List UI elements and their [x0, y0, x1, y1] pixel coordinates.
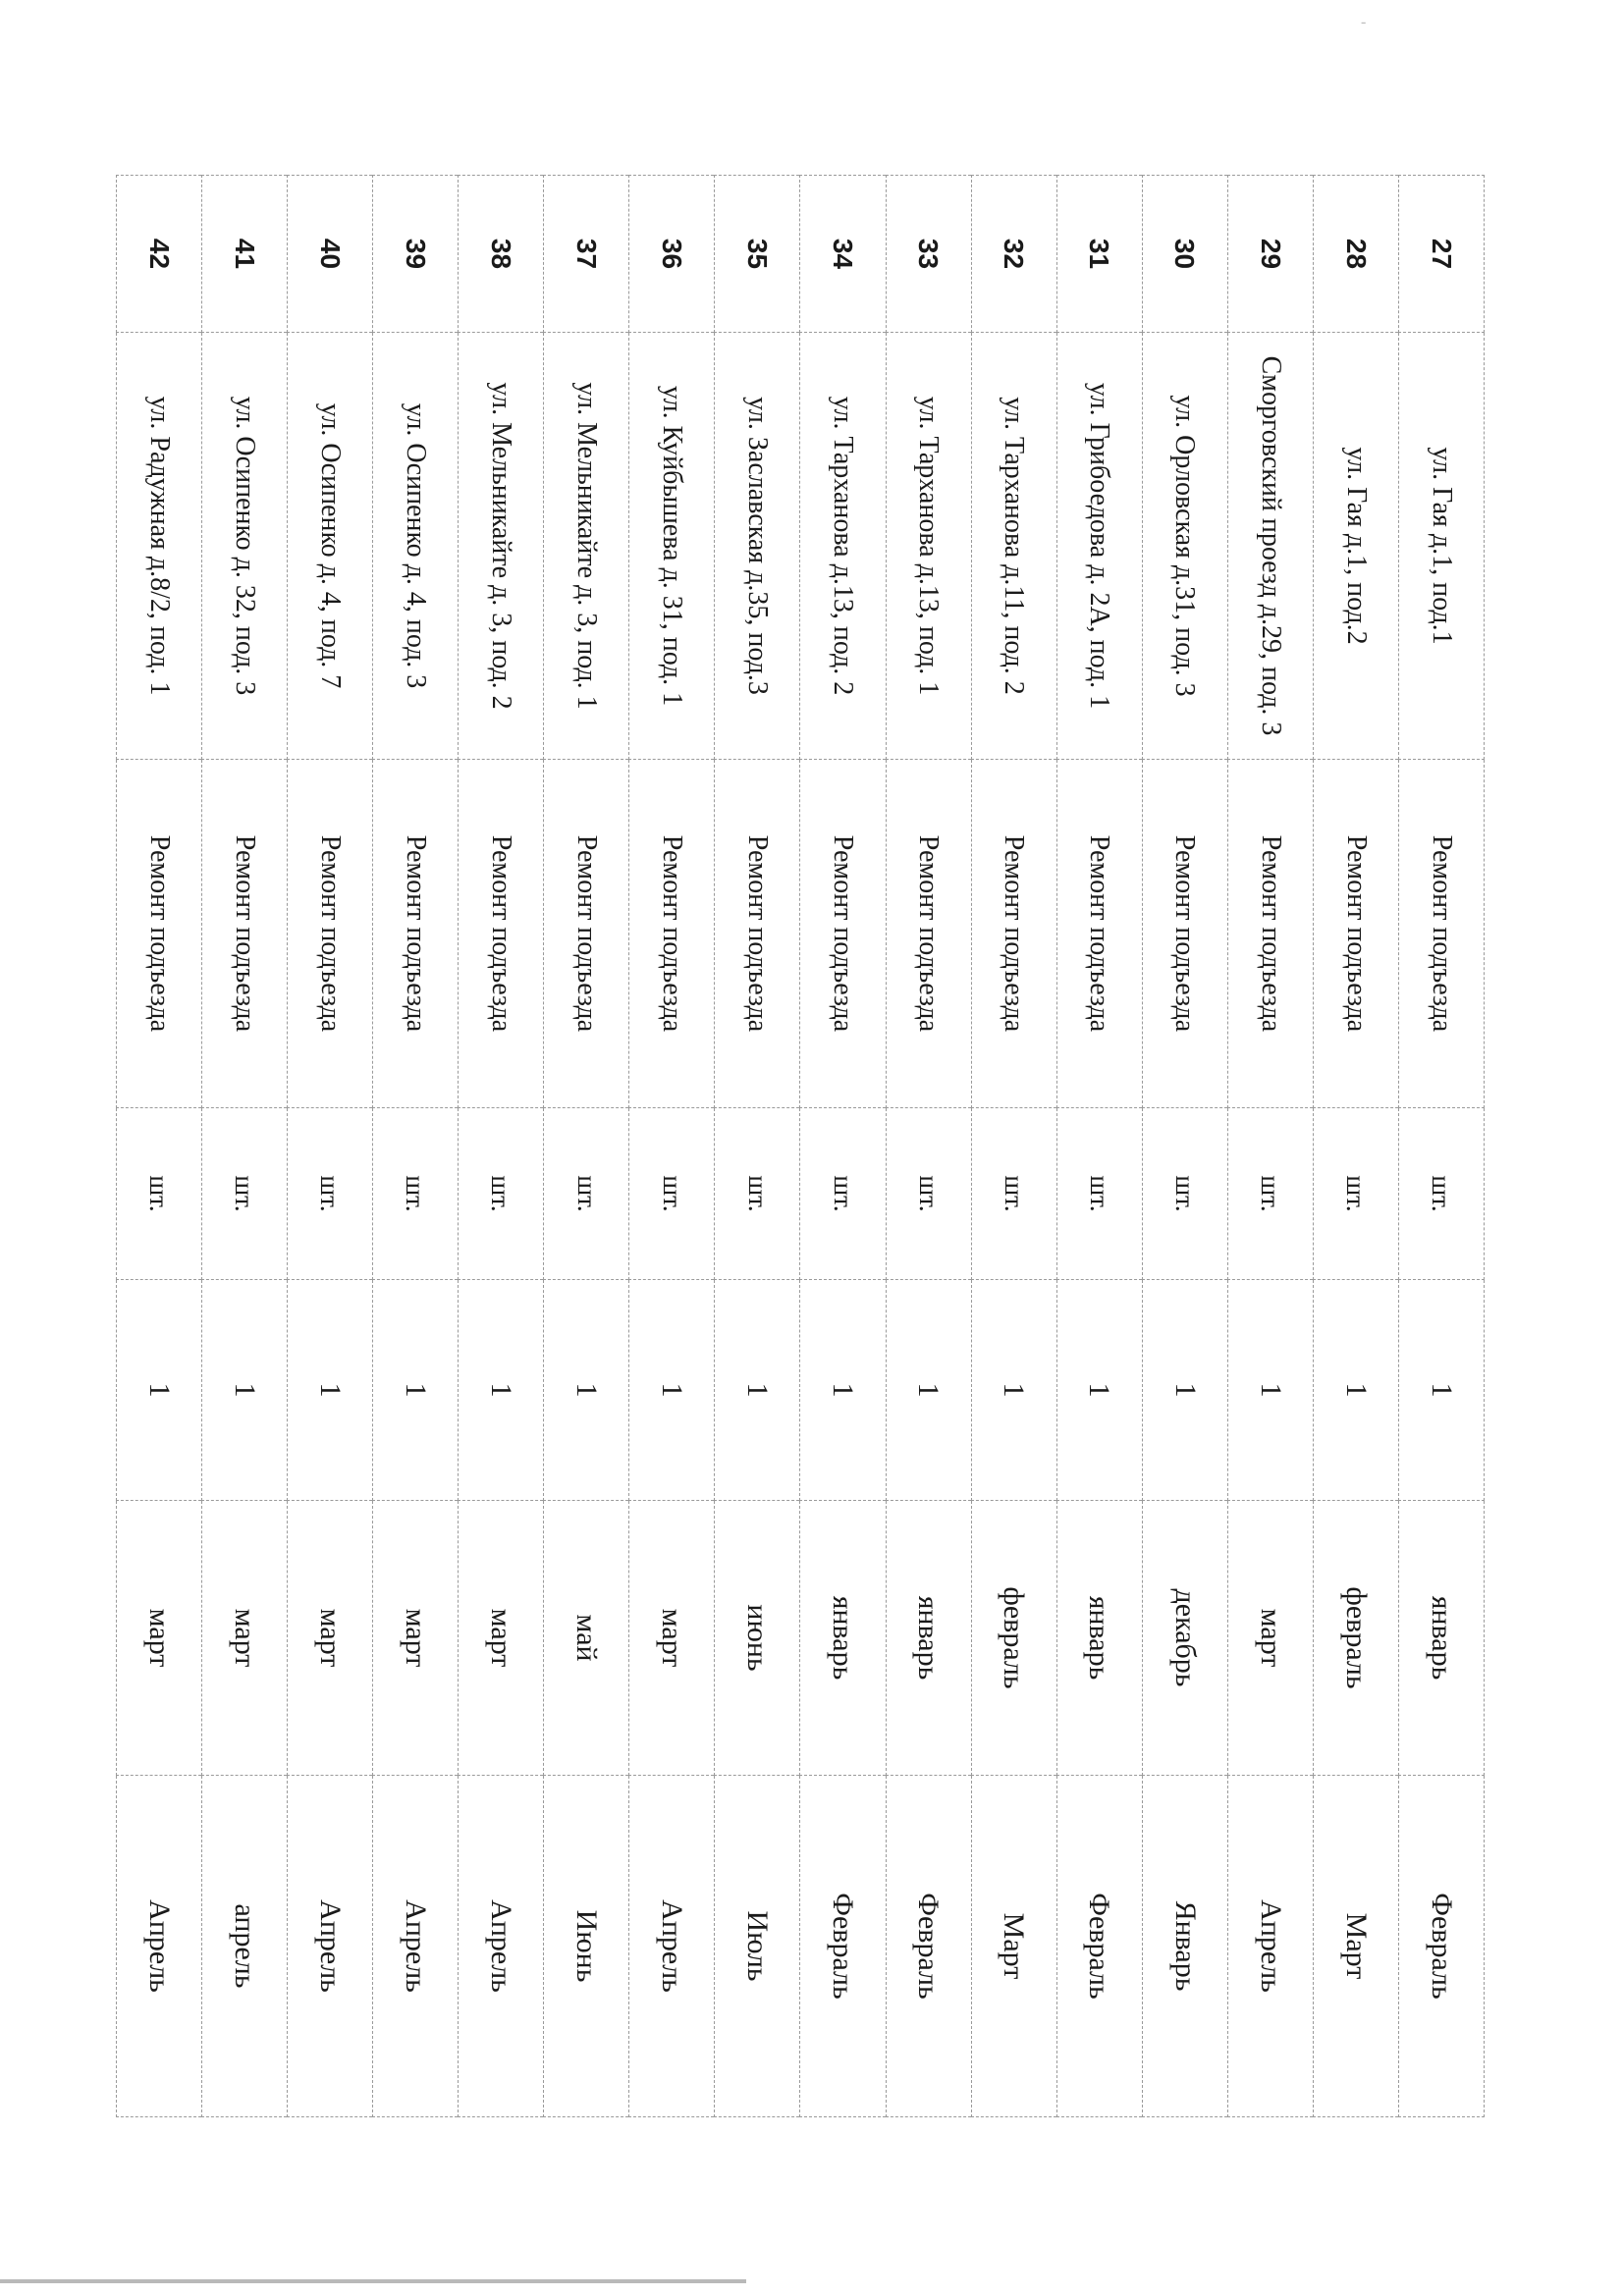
work-type-cell: Ремонт подъезда: [886, 760, 971, 1108]
month2-cell: Январь: [1142, 1776, 1227, 2117]
row-number: 29: [1227, 176, 1313, 333]
unit-cell: шт.: [800, 1108, 886, 1280]
unit-cell: шт.: [202, 1108, 288, 1280]
row-number: 35: [715, 176, 800, 333]
quantity-cell: 1: [1142, 1280, 1227, 1501]
address-cell: ул. Мельникайте д. 3, под. 1: [544, 333, 629, 760]
month-cell: май: [544, 1501, 629, 1776]
month2-cell: Апрель: [459, 1776, 544, 2117]
month-cell: январь: [1056, 1501, 1142, 1776]
work-type-cell: Ремонт подъезда: [202, 760, 288, 1108]
quantity-cell: 1: [202, 1280, 288, 1501]
unit-cell: шт.: [715, 1108, 800, 1280]
table-row: [1142, 176, 1227, 2117]
address-cell: Сморговский проезд д.29, под. 3: [1227, 333, 1313, 760]
quantity-cell: 1: [800, 1280, 886, 1501]
quantity-cell: 1: [971, 1280, 1056, 1501]
month2-cell: Апрель: [1227, 1776, 1313, 2117]
address-cell: ул. Орловская д.31, под. 3: [1142, 333, 1227, 760]
table-row: [117, 176, 202, 2117]
row-number: 28: [1313, 176, 1398, 333]
quantity-cell: 1: [288, 1280, 373, 1501]
month2-cell: Июль: [715, 1776, 800, 2117]
month2-cell: Июнь: [544, 1776, 629, 2117]
quantity-cell: 1: [1056, 1280, 1142, 1501]
table-row: [971, 176, 1056, 2117]
unit-cell: шт.: [373, 1108, 459, 1280]
table-row: [715, 176, 800, 2117]
work-type-cell: Ремонт подъезда: [117, 760, 202, 1108]
table-row: [544, 176, 629, 2117]
row-number: 38: [459, 176, 544, 333]
table-row: [1313, 176, 1398, 2117]
month2-cell: Апрель: [288, 1776, 373, 2117]
month-cell: январь: [800, 1501, 886, 1776]
table-row: [459, 176, 544, 2117]
quantity-cell: 1: [117, 1280, 202, 1501]
quantity-cell: 1: [1227, 1280, 1313, 1501]
table-row: [1227, 176, 1313, 2117]
month-cell: март: [459, 1501, 544, 1776]
row-number: 32: [971, 176, 1056, 333]
quantity-cell: 1: [544, 1280, 629, 1501]
table-row: [886, 176, 971, 2117]
document-page: [116, 175, 1485, 2116]
month-cell: март: [1227, 1501, 1313, 1776]
address-cell: ул. Осипенко д. 4, под. 7: [288, 333, 373, 760]
address-cell: ул. Заславская д.35, под.3: [715, 333, 800, 760]
unit-cell: шт.: [459, 1108, 544, 1280]
row-number: 40: [288, 176, 373, 333]
work-type-cell: Ремонт подъезда: [373, 760, 459, 1108]
row-number: 37: [544, 176, 629, 333]
unit-cell: шт.: [971, 1108, 1056, 1280]
month-cell: март: [373, 1501, 459, 1776]
month-cell: март: [288, 1501, 373, 1776]
address-cell: ул. Осипенко д. 32, под. 3: [202, 333, 288, 760]
work-type-cell: Ремонт подъезда: [1227, 760, 1313, 1108]
table-row: [1398, 176, 1484, 2117]
row-number: 30: [1142, 176, 1227, 333]
address-cell: ул. Гая д.1, под.2: [1313, 333, 1398, 760]
table-row: [800, 176, 886, 2117]
quantity-cell: 1: [459, 1280, 544, 1501]
row-number: 41: [202, 176, 288, 333]
unit-cell: шт.: [886, 1108, 971, 1280]
quantity-cell: 1: [629, 1280, 715, 1501]
month2-cell: Февраль: [1056, 1776, 1142, 2117]
table-row: [629, 176, 715, 2117]
month2-cell: Апрель: [629, 1776, 715, 2117]
month-cell: февраль: [1313, 1501, 1398, 1776]
row-number: 34: [800, 176, 886, 333]
unit-cell: шт.: [117, 1108, 202, 1280]
month-cell: январь: [886, 1501, 971, 1776]
work-type-cell: Ремонт подъезда: [288, 760, 373, 1108]
month-cell: февраль: [971, 1501, 1056, 1776]
row-number: 42: [117, 176, 202, 333]
table-row: [288, 176, 373, 2117]
work-type-cell: Ремонт подъезда: [1398, 760, 1484, 1108]
quantity-cell: 1: [886, 1280, 971, 1501]
month2-cell: Март: [971, 1776, 1056, 2117]
row-number: 36: [629, 176, 715, 333]
table-row: [202, 176, 288, 2117]
address-cell: ул. Мельникайте д. 3, под. 2: [459, 333, 544, 760]
work-type-cell: Ремонт подъезда: [459, 760, 544, 1108]
unit-cell: шт.: [1313, 1108, 1398, 1280]
address-cell: ул. Тарханова д.13, под. 1: [886, 333, 971, 760]
month-cell: июнь: [715, 1501, 800, 1776]
unit-cell: шт.: [1398, 1108, 1484, 1280]
unit-cell: шт.: [629, 1108, 715, 1280]
month-cell: январь: [1398, 1501, 1484, 1776]
month2-cell: Март: [1313, 1776, 1398, 2117]
month-cell: март: [117, 1501, 202, 1776]
month2-cell: Февраль: [1398, 1776, 1484, 2117]
work-type-cell: Ремонт подъезда: [971, 760, 1056, 1108]
scan-edge-line: [0, 2279, 746, 2283]
address-cell: ул. Осипенко д. 4, под. 3: [373, 333, 459, 760]
unit-cell: шт.: [1227, 1108, 1313, 1280]
month2-cell: Февраль: [800, 1776, 886, 2117]
rotated-table-container: [116, 175, 1485, 2116]
address-cell: ул. Куйбышева д. 31, под. 1: [629, 333, 715, 760]
address-cell: ул. Гая д.1, под.1: [1398, 333, 1484, 760]
unit-cell: шт.: [1142, 1108, 1227, 1280]
work-type-cell: Ремонт подъезда: [1313, 760, 1398, 1108]
row-number: 27: [1398, 176, 1484, 333]
work-type-cell: Ремонт подъезда: [800, 760, 886, 1108]
unit-cell: шт.: [1056, 1108, 1142, 1280]
work-type-cell: Ремонт подъезда: [1142, 760, 1227, 1108]
address-cell: ул. Радужная д.8/2, под. 1: [117, 333, 202, 760]
month2-cell: Апрель: [373, 1776, 459, 2117]
work-type-cell: Ремонт подъезда: [1056, 760, 1142, 1108]
table-row: [373, 176, 459, 2117]
scan-mark: -: [1361, 14, 1367, 30]
month-cell: март: [629, 1501, 715, 1776]
table-body: [117, 176, 1485, 2117]
month-cell: декабрь: [1142, 1501, 1227, 1776]
unit-cell: шт.: [544, 1108, 629, 1280]
address-cell: ул. Грибоедова д. 2А, под. 1: [1056, 333, 1142, 760]
repair-schedule-table: [116, 175, 1485, 2117]
quantity-cell: 1: [373, 1280, 459, 1501]
work-type-cell: Ремонт подъезда: [544, 760, 629, 1108]
work-type-cell: Ремонт подъезда: [715, 760, 800, 1108]
table-row: [1056, 176, 1142, 2117]
month2-cell: Февраль: [886, 1776, 971, 2117]
month2-cell: Апрель: [117, 1776, 202, 2117]
address-cell: ул. Тарханова д.13, под. 2: [800, 333, 886, 760]
unit-cell: шт.: [288, 1108, 373, 1280]
month2-cell: апрель: [202, 1776, 288, 2117]
quantity-cell: 1: [1313, 1280, 1398, 1501]
row-number: 31: [1056, 176, 1142, 333]
quantity-cell: 1: [1398, 1280, 1484, 1501]
work-type-cell: Ремонт подъезда: [629, 760, 715, 1108]
address-cell: ул. Тарханова д.11, под. 2: [971, 333, 1056, 760]
row-number: 39: [373, 176, 459, 333]
row-number: 33: [886, 176, 971, 333]
quantity-cell: 1: [715, 1280, 800, 1501]
month-cell: март: [202, 1501, 288, 1776]
